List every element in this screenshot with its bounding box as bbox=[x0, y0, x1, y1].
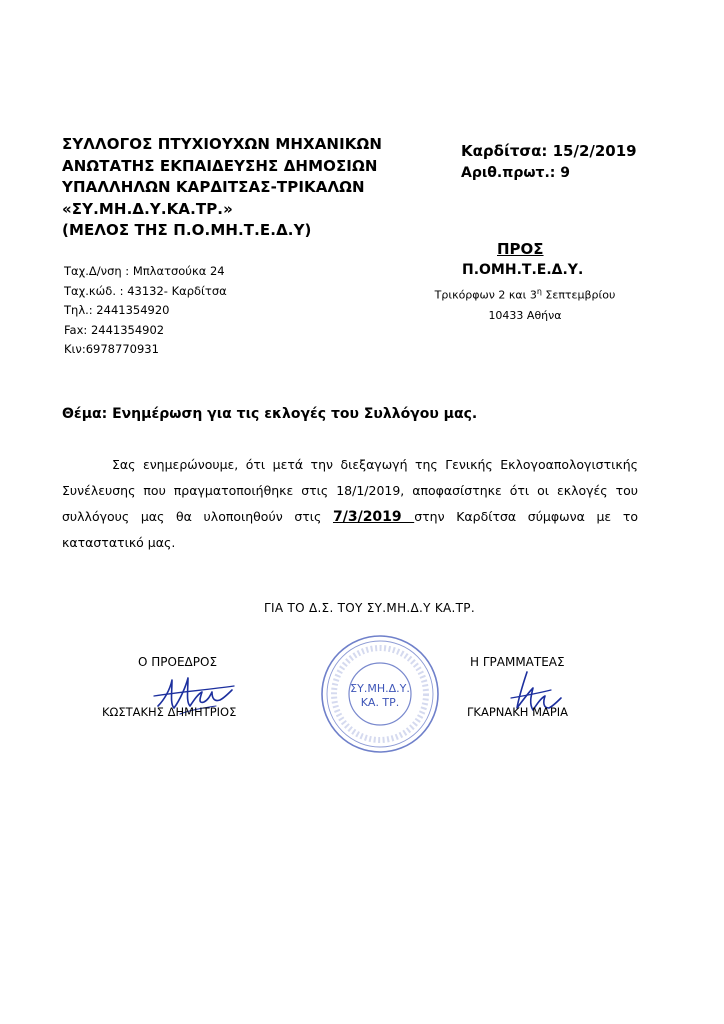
org-line: ΥΠΑΛΛΗΛΩΝ ΚΑΡΔΙΤΣΑΣ-ΤΡΙΚΑΛΩΝ bbox=[62, 178, 365, 196]
recipient-city: 10433 Αθήνα bbox=[488, 308, 562, 322]
protocol-number: Αριθ.πρωτ.: 9 bbox=[461, 165, 570, 181]
recipient-street-rest: Σεπτεμβρίου bbox=[541, 288, 616, 302]
body-text-part1: Σας ενημερώνουμε, ότι μετά την διεξαγωγή της Γενικής Εκλογοαπολογιστικής Συνέλευσης που πραγματοποιήθηκε στις 18/1/2019, αποφασίστηκε ότι οι εκλογές του συλλόγους μας θα υλοποιηθούν στις bbox=[62, 457, 638, 524]
org-line: «ΣΥ.ΜΗ.Δ.Υ.ΚΑ.ΤΡ.» bbox=[62, 199, 233, 218]
org-line: ΑΝΩΤΑΤΗΣ ΕΚΠΑΙΔΕΥΣΗΣ ΔΗΜΟΣΙΩΝ bbox=[62, 156, 378, 175]
contact-postcode: Ταχ.κώδ. : 43132- Καρδίτσα bbox=[64, 283, 227, 298]
stamp-text-line2: ΚΑ. ΤΡ. bbox=[360, 696, 400, 709]
recipient-name: Π.ΟΜΗ.Τ.Ε.Δ.Υ. bbox=[462, 262, 584, 278]
contact-fax: Fax: 2441354902 bbox=[64, 322, 165, 337]
secretary-title: Η ΓΡΑΜΜΑΤΕΑΣ bbox=[470, 655, 565, 669]
body-paragraph bbox=[62, 452, 638, 556]
stamp-text-line1: ΣΥ.ΜΗ.Δ.Υ. bbox=[350, 682, 410, 695]
recipient-label: ΠΡΟΣ bbox=[497, 240, 544, 258]
document-date: Καρδίτσα: 15/2/2019 bbox=[461, 142, 637, 160]
contact-phone: Τηλ.: 2441354920 bbox=[64, 303, 170, 317]
document-header-info bbox=[461, 140, 637, 184]
recipient-address bbox=[432, 282, 618, 326]
body-text-part2: στην Καρδίτσα σύμφωνα με το καταστατικό μας. bbox=[62, 509, 638, 550]
secretary-name: ΓΚΑΡΝΑΚΗ ΜΑΡΙΑ bbox=[467, 705, 569, 719]
recipient-street bbox=[432, 282, 618, 306]
sender-contact bbox=[64, 262, 227, 360]
election-date: 7/3/2019 bbox=[332, 509, 415, 525]
subject-line: Θέμα: Ενημέρωση για τις εκλογές του Συλλόγου μας. bbox=[62, 406, 478, 422]
president-name: ΚΩΣΤΑΚΗΣ ΔΗΜΗΤΡΙΟΣ bbox=[102, 705, 237, 719]
org-line: ΣΥΛΛΟΓΟΣ ΠΤΥΧΙΟΥΧΩΝ ΜΗΧΑΝΙΚΩΝ bbox=[62, 135, 382, 153]
letter-body bbox=[62, 452, 638, 556]
official-stamp bbox=[318, 632, 442, 756]
closing-line: ΓΙΑ ΤΟ Δ.Σ. ΤΟΥ ΣΥ.ΜΗ.Δ.Υ ΚΑ.ΤΡ. bbox=[264, 601, 475, 615]
recipient-street-sup: η bbox=[536, 287, 542, 296]
president-title: Ο ΠΡΟΕΔΡΟΣ bbox=[138, 655, 218, 669]
org-line: (ΜΕΛΟΣ ΤΗΣ Π.Ο.ΜΗ.Τ.Ε.Δ.Υ) bbox=[62, 221, 312, 239]
recipient-street-text: Τρικόρφων 2 και 3 bbox=[434, 288, 537, 302]
sender-organization bbox=[62, 134, 382, 242]
contact-mobile: Κιν:6978770931 bbox=[64, 342, 159, 356]
contact-address: Ταχ.Δ/νση : Μπλατσούκα 24 bbox=[64, 264, 225, 278]
